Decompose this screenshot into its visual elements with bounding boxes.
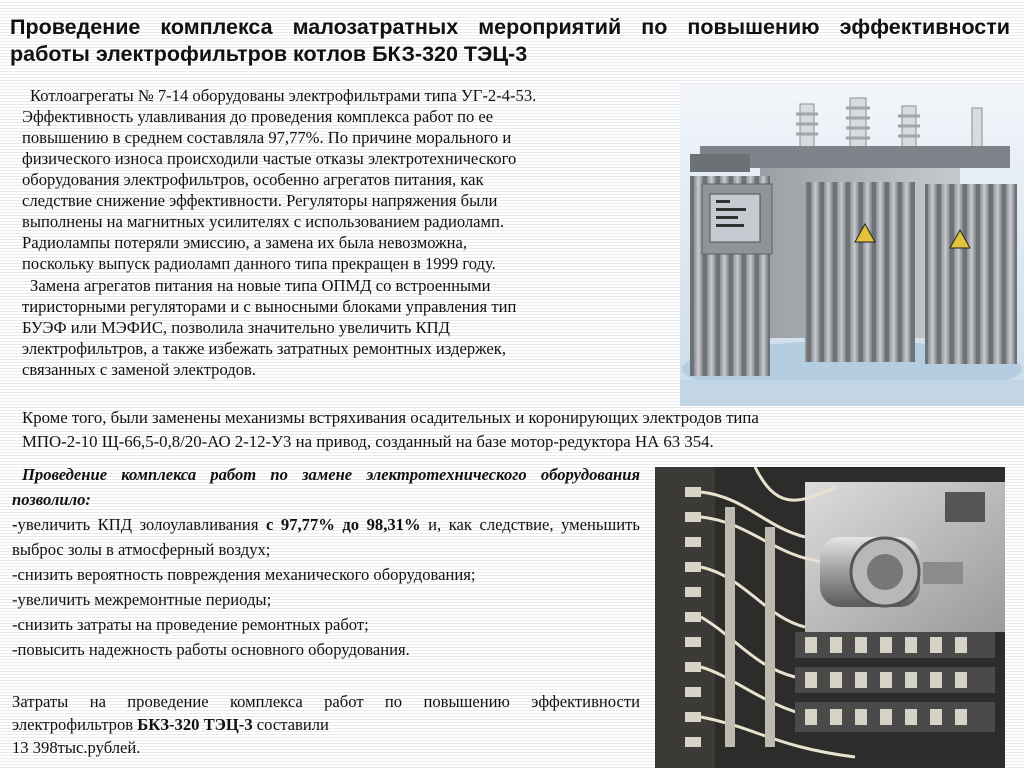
kpd-values: с 97,77% до 98,31% [266, 515, 421, 534]
costs-end: составили [252, 715, 329, 734]
text-line: выполнены на магнитных усилителях с использованием радиоламп. [22, 212, 505, 231]
boiler-label: БКЗ-320 ТЭЦ-3 [137, 715, 253, 734]
result-item: -снизить вероятность повреждения механического оборудования; [12, 565, 476, 584]
replacement-paragraph [22, 275, 672, 380]
result-item: -увеличить межремонтные периоды; [12, 590, 272, 609]
text-line: физического износа происходили частые отказы электротехнического [22, 149, 517, 168]
text-line: Кроме того, были заменены механизмы встряхивания осадительных и коронирующих электродов типа [22, 408, 759, 427]
text-line: Котлоагрегаты № 7-14 оборудованы электрофильтрами типа УГ-2-4-53. [30, 86, 537, 105]
results-heading: Проведение комплекса работ по замене электротехнического оборудования позволило: [12, 465, 640, 509]
costs-paragraph [12, 690, 640, 759]
control-panel-photo [655, 467, 1005, 768]
result-item-kpd [12, 512, 640, 562]
item-text: и, как следствие, уменьшить выброс золы в атмосферный воздух; [12, 515, 640, 559]
text-line: поскольку выпуск радиоламп данного типа прекращен в 1999 году. [22, 254, 496, 273]
costs-amount: 13 398тыс.рублей. [12, 738, 141, 757]
costs-start: Затраты на проведение комплекса работ по повышению эффективности электрофильтров [12, 692, 640, 734]
result-item: -снизить затраты на проведение ремонтных работ; [12, 615, 369, 634]
text-line: Эффективность улавливания до проведения комплекса работ по ее [22, 107, 494, 126]
mechanisms-paragraph [22, 406, 1012, 454]
intro-paragraph [22, 85, 692, 274]
costs-text [12, 690, 640, 736]
transformer-photo [680, 84, 1024, 406]
text-line: тиристорными регуляторами и с выносными блоками управления тип [22, 297, 517, 316]
text-line: БУЭФ или МЭФИС, позволила значительно увеличить КПД [22, 318, 450, 337]
text-line: электрофильтров, а также избежать затратных ремонтных издержек, [22, 339, 506, 358]
text-line: оборудования электрофильтров, особенно агрегатов питания, как [22, 170, 484, 189]
text-line: МПО-2-10 Щ-66,5-0,8/20-АО 2-12-У3 на привод, созданный на базе мотор-редуктора НА 63 354. [22, 432, 714, 451]
text-line: повышению в среднем составляла 97,77%. По причине морального и [22, 128, 512, 147]
results-section [12, 462, 640, 662]
item-dash: - [12, 515, 18, 534]
page-title: Проведение комплекса малозатратных мероприятий по повышению эффективности работы электрофильтров котлов БКЗ-320 ТЭЦ-3 [10, 15, 1010, 66]
text-line: следствие снижение эффективности. Регуляторы напряжения были [22, 191, 498, 210]
text-line: связанных с заменой электродов. [22, 360, 256, 379]
item-text: увеличить КПД золоулавливания [17, 515, 266, 534]
text-line: Замена агрегатов питания на новые типа ОПМД со встроенными [30, 276, 491, 295]
result-item: -повысить надежность работы основного оборудования. [12, 640, 410, 659]
text-line: Радиолампы потеряли эмиссию, а замена их была невозможна, [22, 233, 468, 252]
